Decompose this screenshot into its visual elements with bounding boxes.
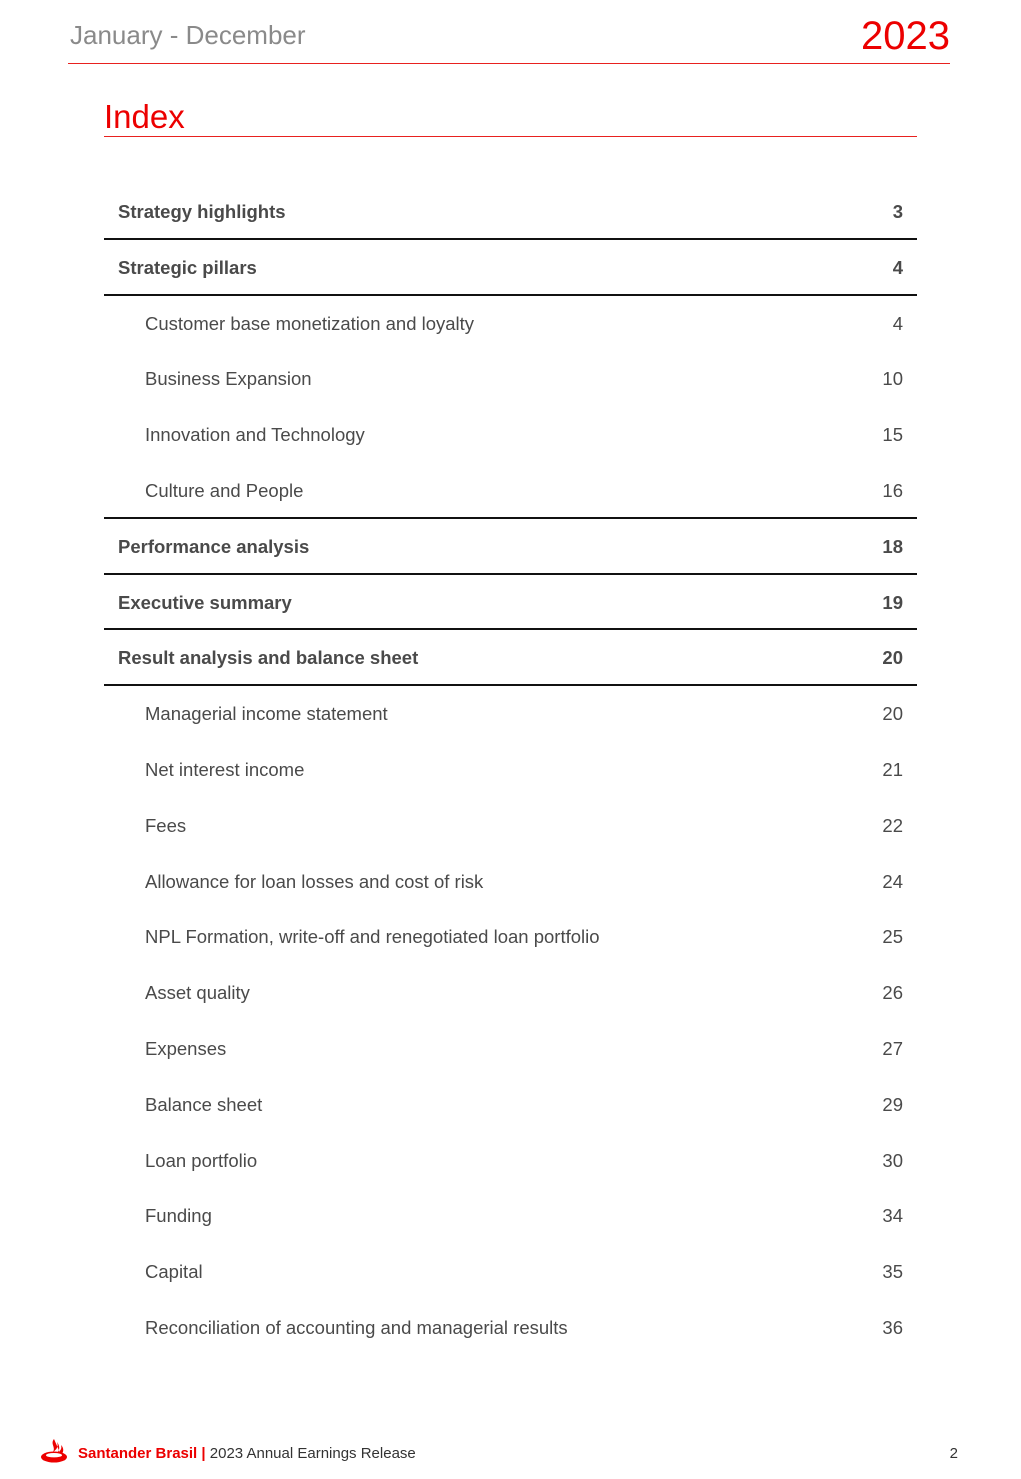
- toc-label: Executive summary: [118, 591, 292, 613]
- toc-row[interactable]: [104, 1244, 917, 1300]
- toc-row[interactable]: [104, 798, 917, 854]
- toc-page: 10: [882, 368, 903, 390]
- footer-text: [78, 1445, 416, 1462]
- toc-label: Performance analysis: [118, 535, 310, 557]
- page-footer: [40, 1438, 960, 1468]
- toc-row[interactable]: [104, 742, 917, 798]
- toc-page: 22: [882, 814, 903, 836]
- toc-label: Strategic pillars: [118, 256, 257, 278]
- toc-page: 4: [892, 256, 903, 278]
- footer-separator: |: [201, 1445, 206, 1462]
- toc-page: 4: [892, 312, 903, 334]
- table-of-contents: [104, 184, 917, 1356]
- toc-page: 30: [882, 1149, 903, 1171]
- toc-label: Balance sheet: [145, 1093, 263, 1115]
- toc-label: Capital: [145, 1261, 203, 1283]
- toc-row[interactable]: [104, 630, 917, 686]
- toc-page: 21: [882, 758, 903, 780]
- toc-label: Culture and People: [145, 479, 304, 501]
- toc-row[interactable]: [104, 407, 917, 463]
- report-period: January - December: [70, 20, 306, 50]
- toc-page: 27: [882, 1037, 903, 1059]
- toc-label: Business Expansion: [145, 368, 312, 390]
- toc-page: 36: [882, 1316, 903, 1338]
- report-year: 2023: [861, 14, 950, 58]
- page-header: [68, 14, 950, 64]
- toc-label: Allowance for loan losses and cost of risk: [145, 870, 484, 892]
- toc-page: 18: [882, 535, 903, 557]
- toc-label: Net interest income: [145, 758, 305, 780]
- toc-row[interactable]: [104, 463, 917, 519]
- toc-row[interactable]: [104, 296, 917, 352]
- toc-row[interactable]: [104, 1077, 917, 1133]
- toc-row[interactable]: [104, 351, 917, 407]
- toc-row[interactable]: [104, 184, 917, 240]
- toc-row[interactable]: [104, 965, 917, 1021]
- toc-row[interactable]: [104, 1133, 917, 1189]
- toc-label: Customer base monetization and loyalty: [145, 312, 475, 334]
- toc-row[interactable]: [104, 1300, 917, 1356]
- toc-page: 34: [882, 1205, 903, 1227]
- toc-row[interactable]: [104, 575, 917, 631]
- toc-row[interactable]: [104, 909, 917, 965]
- toc-page: 20: [882, 647, 903, 669]
- toc-row[interactable]: [104, 519, 917, 575]
- footer-release: 2023 Annual Earnings Release: [209, 1445, 416, 1462]
- toc-page: 3: [892, 201, 903, 222]
- toc-label: Innovation and Technology: [145, 424, 365, 446]
- toc-label: Managerial income statement: [145, 703, 388, 725]
- toc-page: 25: [882, 926, 903, 948]
- toc-label: Reconciliation of accounting and managerial results: [145, 1316, 568, 1338]
- santander-flame-icon: [40, 1438, 68, 1464]
- toc-page: 19: [882, 591, 903, 613]
- index-title: Index: [104, 98, 917, 137]
- toc-page: 20: [882, 703, 903, 725]
- toc-page: 24: [882, 870, 903, 892]
- footer-brand: Santander Brasil: [78, 1445, 198, 1462]
- toc-label: Fees: [145, 814, 187, 836]
- toc-row[interactable]: [104, 854, 917, 910]
- toc-label: Loan portfolio: [145, 1149, 258, 1171]
- toc-page: 26: [882, 982, 903, 1004]
- toc-row[interactable]: [104, 240, 917, 296]
- toc-row[interactable]: [104, 686, 917, 742]
- toc-label: Result analysis and balance sheet: [118, 647, 419, 669]
- toc-page: 35: [882, 1261, 903, 1283]
- toc-label: Strategy highlights: [118, 201, 286, 222]
- toc-label: Funding: [145, 1205, 212, 1227]
- toc-row[interactable]: [104, 1021, 917, 1077]
- toc-label: NPL Formation, write-off and renegotiated loan portfolio: [145, 926, 600, 948]
- toc-page: 29: [882, 1093, 903, 1115]
- toc-label: Asset quality: [145, 982, 250, 1004]
- toc-row[interactable]: [104, 1188, 917, 1244]
- toc-label: Expenses: [145, 1037, 227, 1059]
- page-number: 2: [949, 1445, 958, 1462]
- toc-page: 15: [882, 424, 903, 446]
- toc-page: 16: [882, 479, 903, 501]
